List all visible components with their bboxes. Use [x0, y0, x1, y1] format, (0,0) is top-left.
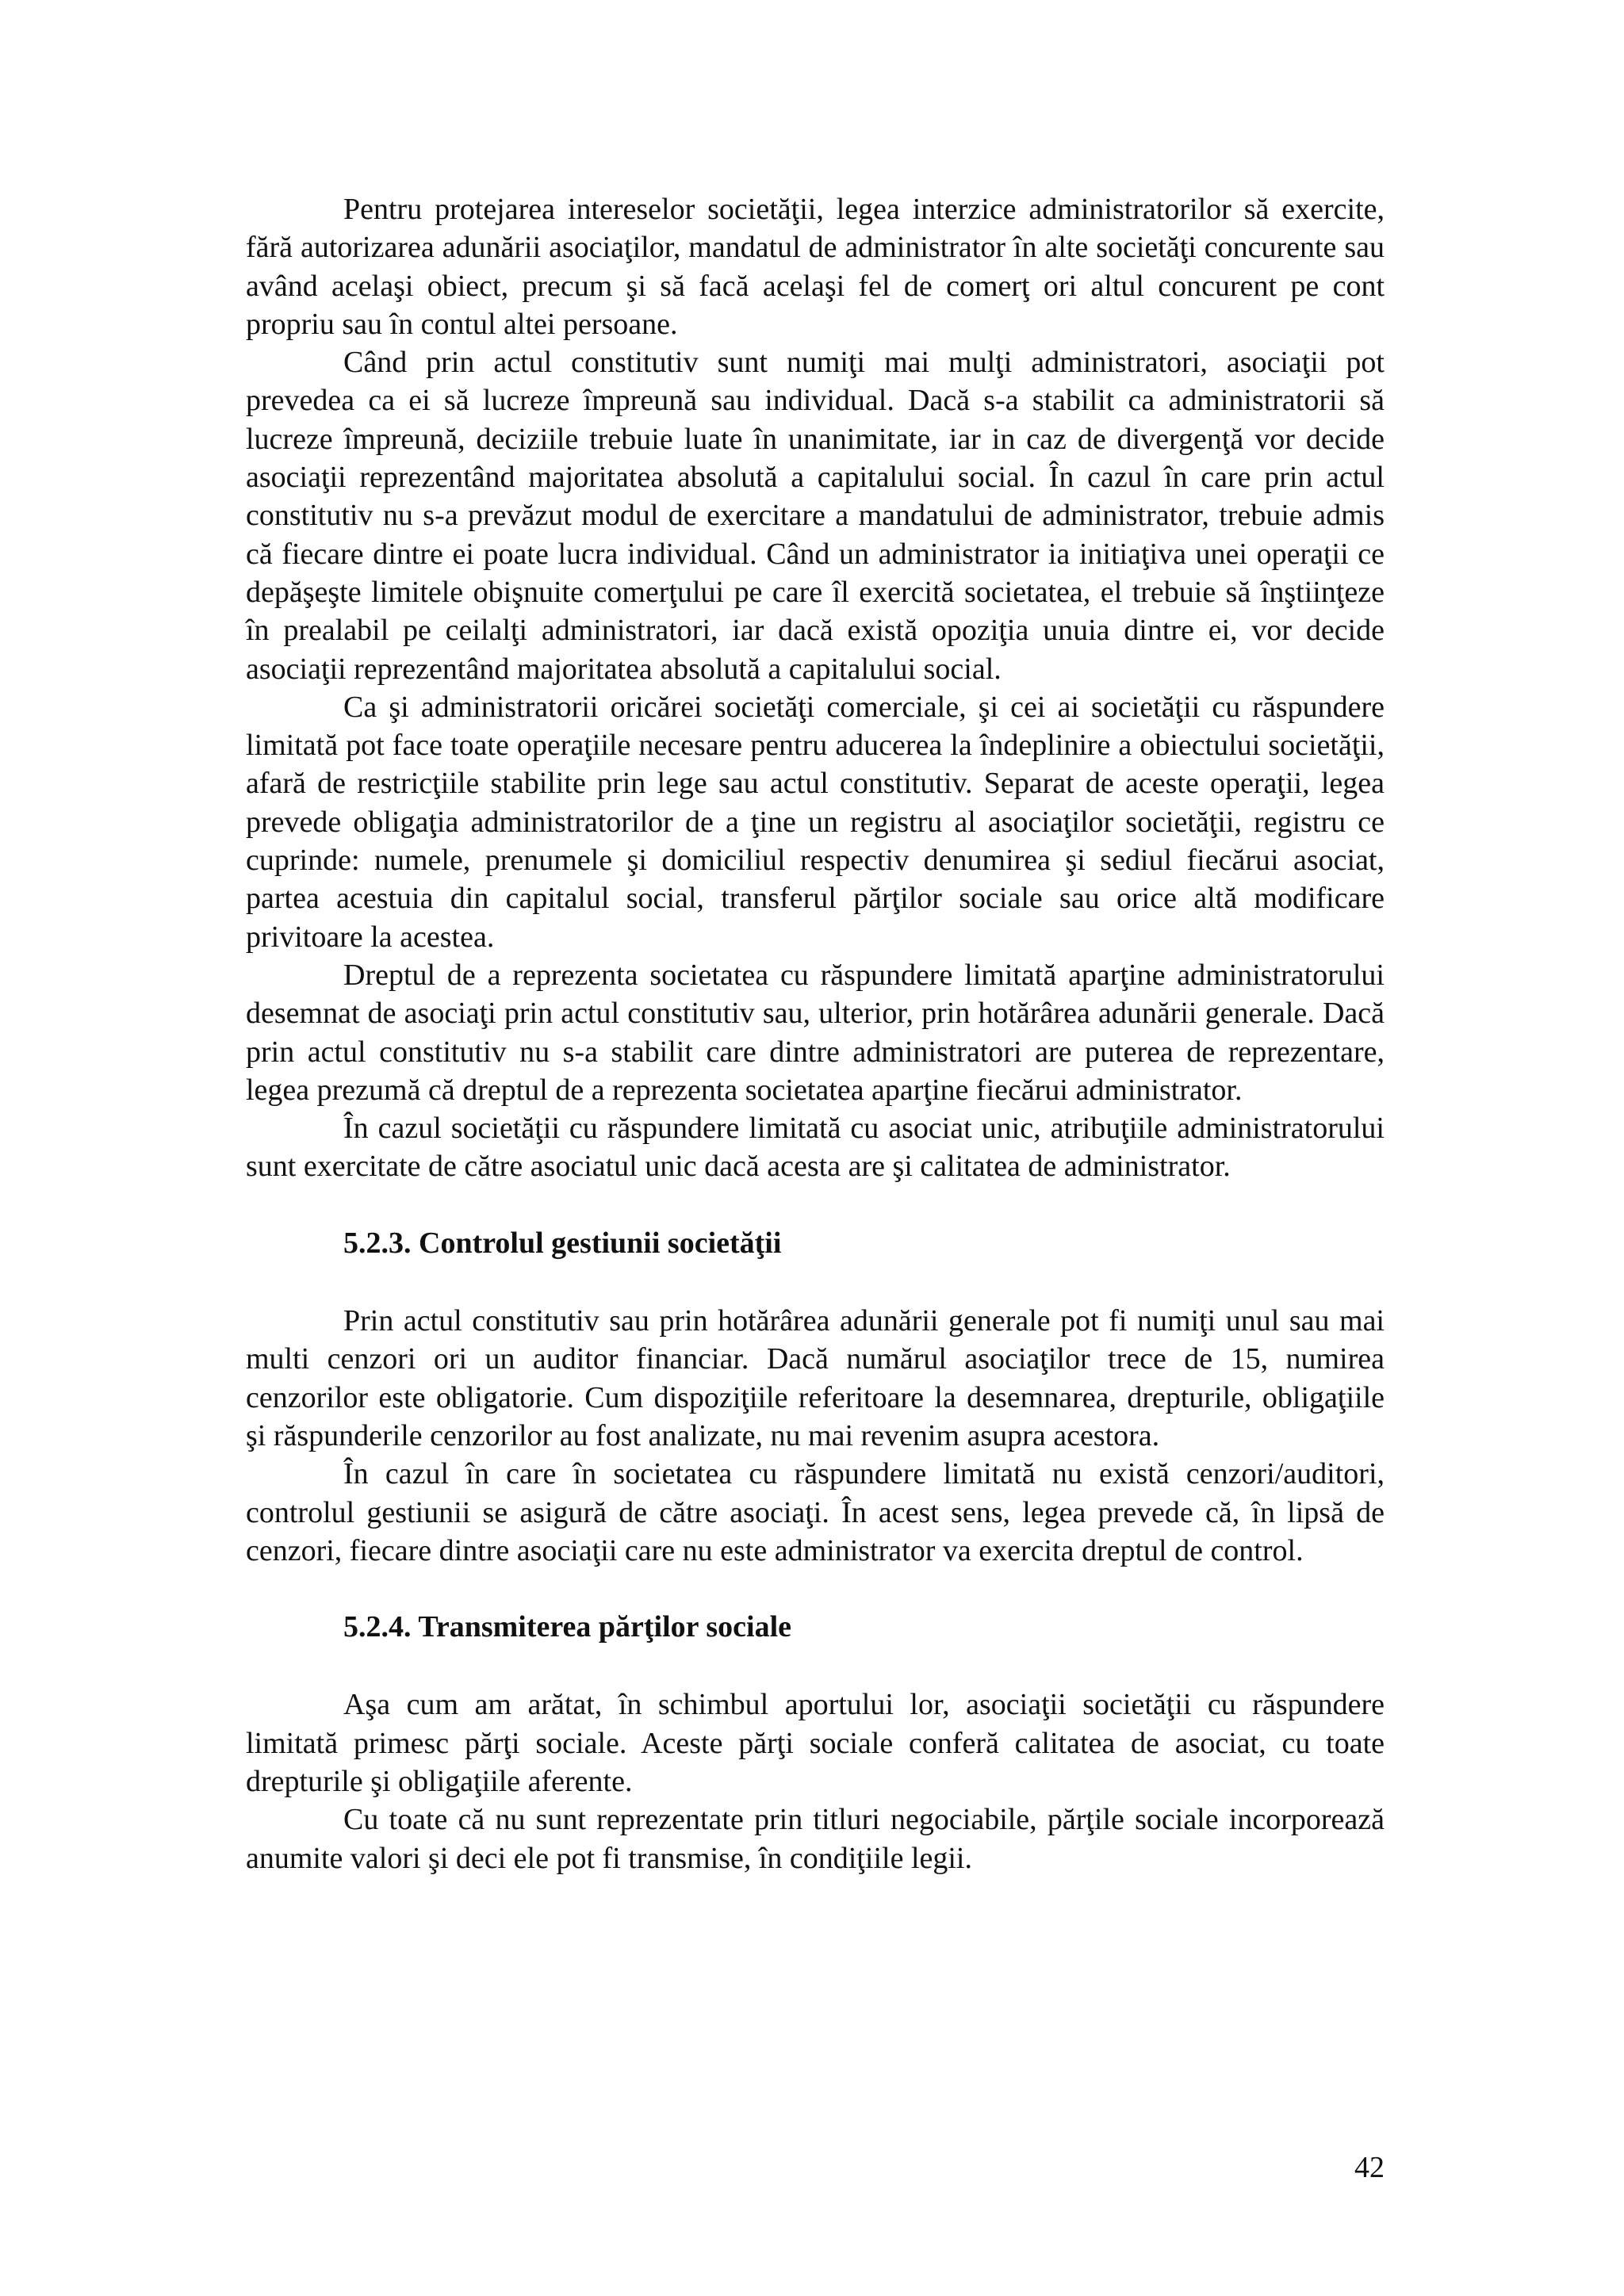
paragraph: Aşa cum am arătat, în schimbul aportului lor, asociaţii societăţii cu răspundere limitată primesc părţi sociale. Aceste părţi sociale conferă calitatea de asociat, cu toate drepturile şi obligaţiile aferente.	[246, 1688, 1385, 1798]
paragraph: Prin actul constitutiv sau prin hotărârea adunării generale pot fi numiţi unul sau mai multi cenzori ori un auditor financiar. Dacă numărul asociaţilor trece de 15, numirea cenzorilor este obligatorie. Cum dispoziţiile referitoare la desemnarea, drepturile, obligaţiile şi răspunderile cenzorilor au fost analizate, nu mai revenim asupra acestora.	[246, 1304, 1385, 1452]
document-page	[246, 190, 1385, 1877]
page-number: 42	[1354, 2151, 1385, 2184]
paragraph: Când prin actul constitutiv sunt numiţi mai mulţi administratori, asociaţii pot prevedea ca ei să lucreze împreună sau individual. Dacă s-a stabilit ca administratorii să lucreze împreună, deciziile trebuie luate în unanimitate, iar in caz de divergenţă vor decide asociaţii reprezentând majoritatea absolută a capitalului social. În cazul în care prin actul constitutiv nu s-a prevăzut modul de exercitare a mandatului de administrator, trebuie admis că fiecare dintre ei poate lucra individual. Când un administrator ia initiaţiva unei operaţii ce depăşeşte limitele obişnuite comerţului pe care îl exercită societatea, el trebuie să înştiinţeze în prealabil pe ceilalţi administratori, iar dacă există opoziţia unuia dintre ei, vor decide asociaţii reprezentând majoritatea absolută a capitalului social.	[246, 346, 1385, 686]
paragraph: Cu toate că nu sunt reprezentate prin titluri negociabile, părţile sociale incorporează anumite valori şi deci ele pot fi transmise, în condiţiile legii.	[246, 1803, 1385, 1875]
paragraph: Dreptul de a reprezenta societatea cu răspundere limitată aparţine administratorului desemnat de asociaţi prin actul constitutiv sau, ulterior, prin hotărârea adunării generale. Dacă prin actul constitutiv nu s-a stabilit care dintre administratori are puterea de reprezentare, legea prezumă că dreptul de a reprezenta societatea aparţine fiecărui administrator.	[246, 958, 1385, 1107]
section-control-gestiune	[246, 1302, 1385, 1570]
section-heading: 5.2.4. Transmiterea părţilor sociale	[343, 1610, 791, 1644]
paragraph: Pentru protejarea intereselor societăţii, legea interzice administratorilor să exercite, fără autorizarea adunării asociaţilor, mandatul de administrator în alte societăţi concurente sau având acelaşi obiect, precum şi să facă acelaşi fel de comerţ ori altul concurent pe cont propriu sau în contul altei persoane.	[246, 193, 1385, 341]
paragraph: Ca şi administratorii oricărei societăţi comerciale, şi cei ai societăţii cu răspundere limitată pot face toate operaţiile necesare pentru aducerea la îndeplinire a obiectului societăţii, afară de restricţiile stabilite prin lege sau actul constitutiv. Separat de aceste operaţii, legea prevede obligaţia administratorilor de a ţine un registru al asociaţilor societăţii, registru ce cuprinde: numele, prenumele şi domiciliul respectiv denumirea şi sediul fiecărui asociat, partea acestuia din capitalul social, transferul părţilor sociale sau orice altă modificare privitoare la acestea.	[246, 690, 1385, 954]
paragraph: În cazul în care în societatea cu răspundere limitată nu există cenzori/auditori, controlul gestiunii se asigură de către asociaţi. În acest sens, legea prevede că, în lipsă de cenzori, fiecare dintre asociaţii care nu este administrator va exercita dreptul de control.	[246, 1457, 1385, 1567]
section-transmitere	[246, 1686, 1385, 1877]
paragraph: În cazul societăţii cu răspundere limitată cu asociat unic, atribuţiile administratorului sunt exercitate de către asociatul unic dacă acesta are şi calitatea de administrator.	[246, 1112, 1385, 1184]
section-heading: 5.2.3. Controlul gestiunii societăţii	[343, 1226, 782, 1260]
section-intro	[246, 190, 1385, 1186]
